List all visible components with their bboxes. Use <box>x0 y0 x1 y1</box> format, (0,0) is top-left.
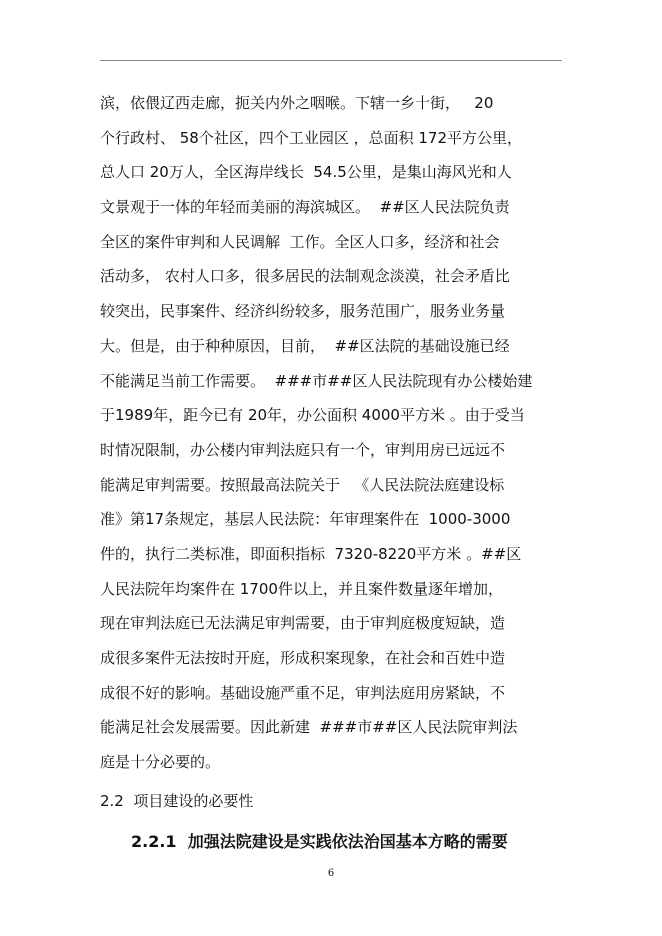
body-paragraph <box>100 86 566 780</box>
paragraph-line: 现在审判法庭已无法满足审判需要，由于审判庭极度短缺，造 <box>100 614 506 633</box>
paragraph-line: 不能满足当前工作需要。 ###市##区人民法院现有办公楼始建 <box>100 371 533 390</box>
paragraph-line: 能满足审判需要。按照最高法院关于 《人民法院法庭建设标 <box>100 475 505 494</box>
section-heading: 2.2 项目建设的必要性 <box>100 792 254 810</box>
paragraph-line: 个行政村、 58个社区，四个工业园区 ，总面积 172平方公里， <box>100 128 523 147</box>
paragraph-line: 成很不好的影响。基础设施严重不足，审判法庭用房紧缺，不 <box>100 683 506 702</box>
paragraph-line: 件的，执行二类标准，即面积指标 7320-8220平方米 。##区 <box>100 544 522 563</box>
paragraph-line: 滨，依偎辽西走廊，扼关内外之咽喉。下辖一乡十街， 20 <box>100 94 494 112</box>
paragraph-line: 总人口 20万人，全区海岸线长 54.5公里，是集山海风光和人 <box>100 163 512 182</box>
paragraph-line: 文景观于一体的年轻而美丽的海滨城区。 ##区人民法院负责 <box>100 198 510 217</box>
paragraph-line: 时情况限制，办公楼内审判法庭只有一个，审判用房已远远不 <box>100 440 506 459</box>
paragraph-line: 成很多案件无法按时开庭，形成积案现象，在社会和百姓中造 <box>100 649 506 667</box>
paragraph-line: 活动多， 农村人口多，很多居民的法制观念淡漠，社会矛盾比 <box>100 267 510 286</box>
page-number: 6 <box>327 868 335 879</box>
paragraph-line: 全区的案件审判和人民调解 工作。全区人口多，经济和社会 <box>100 232 500 251</box>
paragraph-line: 人民法院年均案件在 1700件以上，并且案件数量逐年增加， <box>100 579 503 598</box>
paragraph-line: 准》第17条规定，基层人民法院：年审理案件在 1000-3000 <box>100 510 511 529</box>
subsection-heading: 2.2.1 加强法院建设是实践依法治国基本方略的需要 <box>131 832 508 851</box>
paragraph-line: 庭是十分必要的。 <box>100 753 221 772</box>
paragraph-line: 能满足社会发展需要。因此新建 ###市##区人民法院审判法 <box>100 718 518 737</box>
paragraph-line: 大。但是，由于种种原因，目前， ##区法院的基础设施已经 <box>100 336 510 355</box>
paragraph-line: 较突出，民事案件、经济纠纷较多，服务范围广，服务业务量 <box>100 302 506 321</box>
header-rule <box>100 60 562 61</box>
paragraph-line: 于1989年，距今已有 20年，办公面积 4000平方米 。由于受当 <box>100 406 525 425</box>
